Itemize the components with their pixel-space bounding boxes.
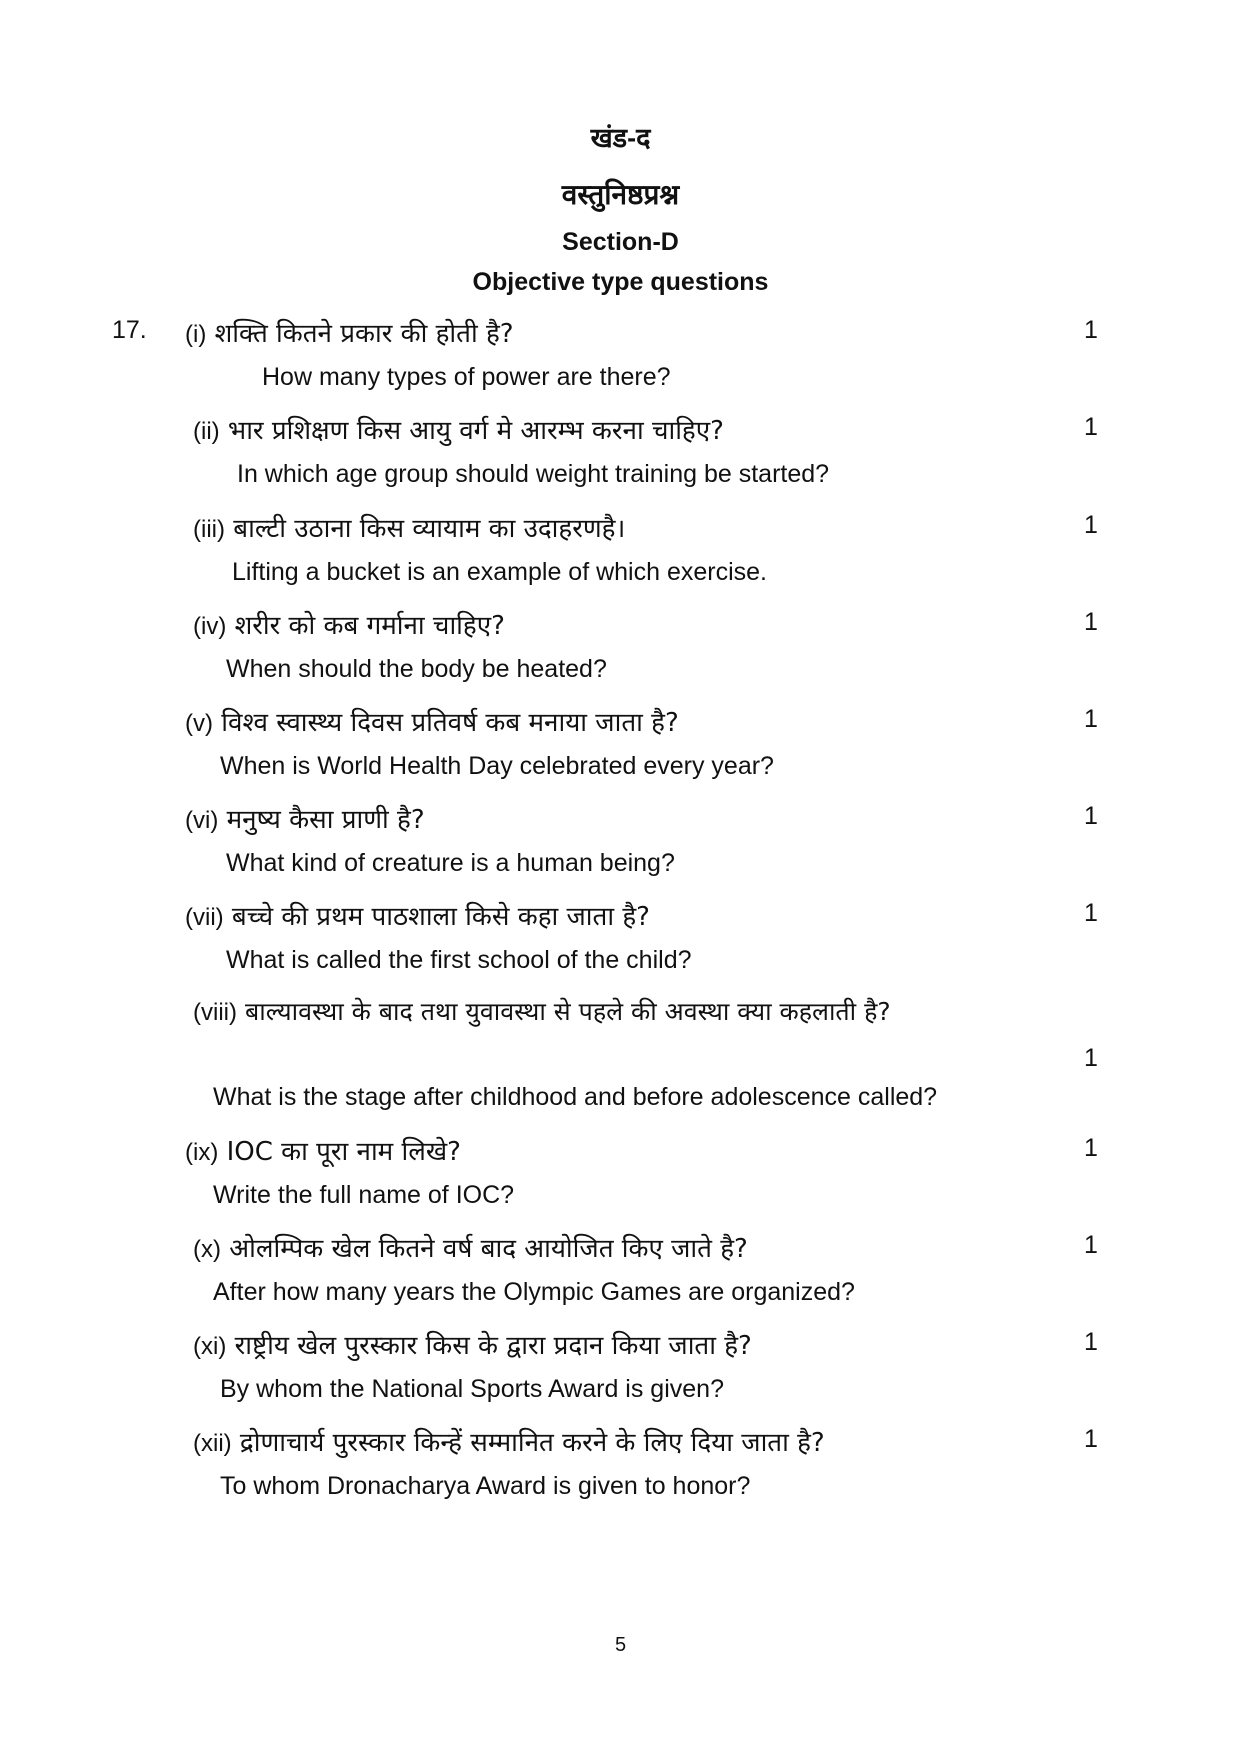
question-english-text: When should the body be heated? [226, 655, 607, 683]
question-hindi [185, 800, 425, 836]
question-mark: 1 [1084, 705, 1098, 733]
question-english-text: What is the stage after childhood and before adolescence called? [213, 1083, 938, 1111]
hindi-section-heading: खंड-द [590, 123, 651, 153]
question-hindi [193, 411, 724, 447]
question-hindi [193, 1229, 748, 1265]
question-mark: 1 [1084, 899, 1098, 927]
question-hindi-text: द्रोणाचार्य पुरस्कार किन्हें सम्मानित करने के लिए दिया जाता है? [239, 1428, 825, 1458]
question-hindi-text: ओलम्पिक खेल कितने वर्ष बाद आयोजित किए जाते है? [229, 1234, 748, 1264]
question-hindi-text: भार प्रशिक्षण किस आयु वर्ग मे आरम्भ करना चाहिए? [227, 416, 724, 446]
question-hindi-text: बच्चे की प्रथम पाठशाला किसे कहा जाता है? [231, 902, 650, 932]
question-roman-number: (xii) [193, 1430, 232, 1457]
question-roman-number: (xi) [193, 1333, 227, 1360]
page-number: 5 [614, 1634, 627, 1656]
question-english-text: To whom Dronacharya Award is given to honor? [220, 1472, 751, 1500]
question-hindi [185, 314, 514, 350]
question-english-text: Write the full name of IOC? [213, 1181, 515, 1209]
question-hindi [185, 897, 650, 933]
question-number: 17. [112, 316, 147, 344]
question-roman-number: (iv) [193, 613, 227, 640]
question-english-text: What kind of creature is a human being? [226, 849, 675, 877]
question-hindi [193, 606, 505, 642]
question-hindi [193, 1423, 825, 1459]
question-roman-number: (iii) [193, 516, 225, 543]
question-hindi [193, 509, 625, 545]
question-roman-number: (x) [193, 1236, 221, 1263]
question-mark: 1 [1084, 511, 1098, 539]
question-roman-number: (ii) [193, 418, 220, 445]
question-roman-number: (viii) [193, 999, 237, 1026]
question-roman-number: (vi) [185, 807, 219, 834]
question-english-text: How many types of power are there? [262, 363, 671, 391]
question-roman-number: (ix) [185, 1139, 219, 1166]
question-hindi-text: राष्ट्रीय खेल पुरस्कार किस के द्वारा प्रदान किया जाता है? [234, 1331, 752, 1361]
question-hindi [193, 994, 891, 1028]
question-roman-number: (v) [185, 710, 213, 737]
hindi-title-heading: वस्तुनिष्ठप्रश्न [561, 179, 680, 210]
question-hindi [185, 1132, 461, 1168]
english-section-heading: Section-D [562, 228, 679, 256]
question-hindi-text: बाल्टी उठाना किस व्यायाम का उदाहरणहै। [233, 514, 626, 544]
question-hindi-text: मनुष्य कैसा प्राणी है? [226, 805, 425, 835]
question-english-text: By whom the National Sports Award is given? [220, 1375, 724, 1403]
question-mark: 1 [1084, 1231, 1098, 1259]
question-mark: 1 [1084, 1328, 1098, 1356]
question-english-text: What is called the first school of the child? [226, 946, 692, 974]
question-roman-number: (vii) [185, 904, 224, 931]
question-mark: 1 [1084, 1425, 1098, 1453]
question-hindi [185, 703, 679, 739]
question-english-text: In which age group should weight training be started? [237, 460, 830, 488]
question-hindi-text: विश्व स्वास्थ्य दिवस प्रतिवर्ष कब मनाया जाता है? [221, 708, 679, 738]
question-mark: 1 [1084, 608, 1098, 636]
question-hindi [193, 1326, 752, 1362]
question-hindi-text: IOC का पूरा नाम लिखे? [226, 1137, 461, 1167]
question-hindi-text: शरीर को कब गर्माना चाहिए? [234, 611, 505, 641]
question-mark: 1 [1084, 1044, 1098, 1072]
question-hindi-text: शक्ति कितने प्रकार की होती है? [214, 319, 514, 349]
question-english-text: After how many years the Olympic Games are organized? [213, 1278, 855, 1306]
question-mark: 1 [1084, 1134, 1098, 1162]
question-english-text: Lifting a bucket is an example of which exercise. [232, 558, 767, 586]
english-title-heading: Objective type questions [472, 268, 769, 296]
question-english-text: When is World Health Day celebrated every year? [220, 752, 774, 780]
question-roman-number: (i) [185, 321, 207, 348]
question-mark: 1 [1084, 413, 1098, 441]
question-hindi-text: बाल्यावस्था के बाद तथा युवावस्था से पहले की अवस्था क्या कहलाती है? [244, 997, 891, 1026]
question-mark: 1 [1084, 316, 1098, 344]
question-mark: 1 [1084, 802, 1098, 830]
